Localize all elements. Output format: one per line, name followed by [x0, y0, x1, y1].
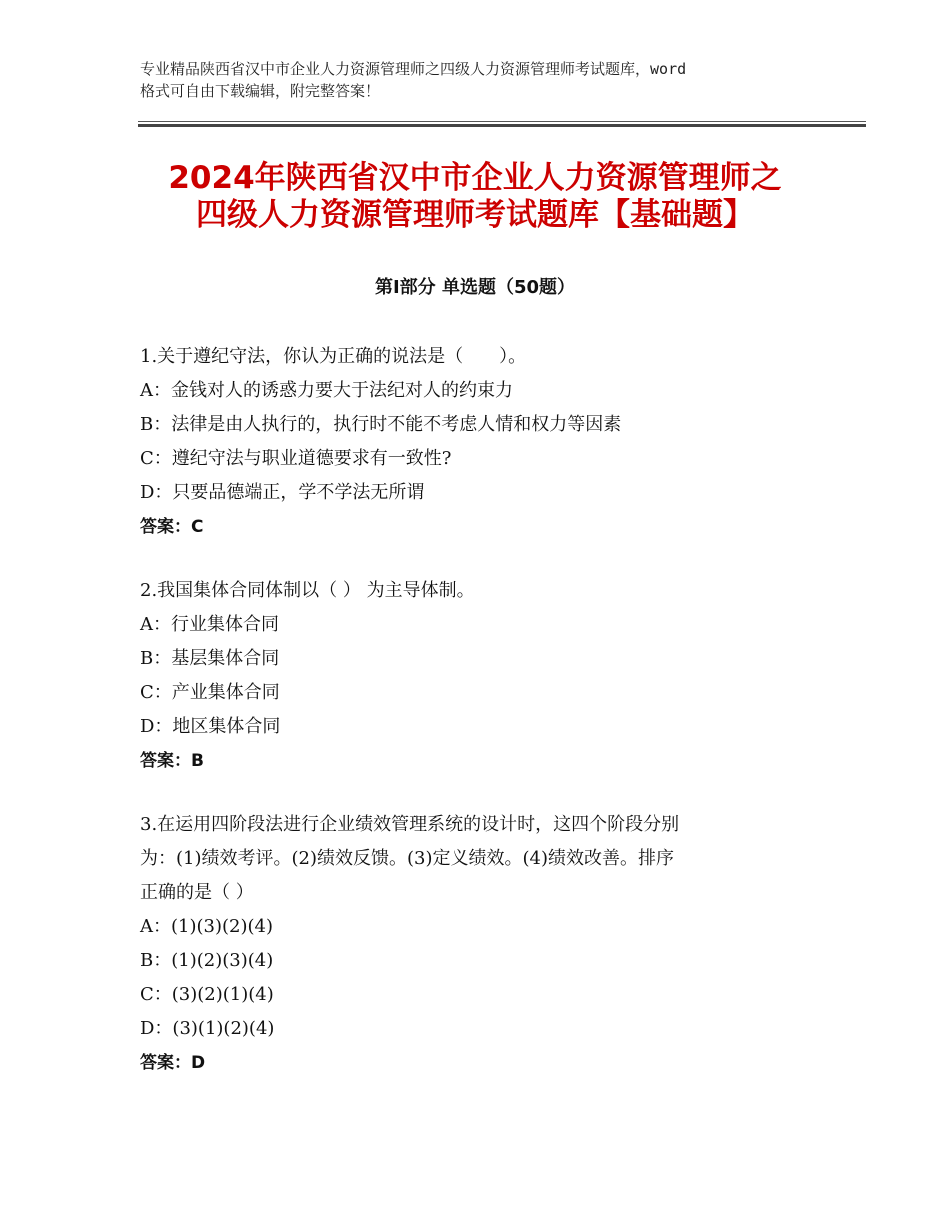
header-divider-thick — [138, 124, 866, 127]
option-c: C：遵纪守法与职业道德要求有一致性? — [140, 448, 452, 469]
option-d: D：只要品德端正，学不学法无所谓 — [140, 482, 425, 503]
question — [140, 574, 810, 778]
option-b: B：法律是由人执行的，执行时不能不考虑人情和权力等因素 — [140, 414, 622, 435]
option-b: B：基层集体合同 — [140, 648, 280, 669]
option-b: B：(1)(2)(3)(4) — [140, 950, 274, 971]
option-c: C：产业集体合同 — [140, 682, 280, 703]
question-stem: 2.我国集体合同体制以（ ） 为主导体制。 — [140, 580, 475, 601]
question-stem: 3.在运用四阶段法进行企业绩效管理系统的设计时，这四个阶段分别 — [140, 814, 680, 835]
option-a: A：行业集体合同 — [140, 614, 279, 635]
question-stem: 为：(1)绩效考评。(2)绩效反馈。(3)定义绩效。(4)绩效改善。排序 — [140, 848, 674, 869]
option-d: D：(3)(1)(2)(4) — [140, 1018, 275, 1039]
option-c: C：(3)(2)(1)(4) — [140, 984, 274, 1005]
question-stem: 正确的是（ ） — [140, 882, 254, 903]
question — [140, 340, 810, 544]
header-note-line: 专业精品陕西省汉中市企业人力资源管理师之四级人力资源管理师考试题库，word — [140, 60, 687, 78]
question-list — [140, 340, 810, 1110]
header-note-line: 格式可自由下载编辑，附完整答案！ — [140, 82, 381, 100]
answer: 答案：B — [140, 751, 204, 771]
section-heading: 第Ⅰ部分 单选题（50题） — [374, 277, 575, 298]
document-title — [100, 160, 850, 234]
header-note — [140, 58, 830, 102]
question-stem: 1.关于遵纪守法，你认为正确的说法是（ ）。 — [140, 346, 527, 367]
option-a: A：(1)(3)(2)(4) — [140, 916, 273, 937]
option-d: D：地区集体合同 — [140, 716, 281, 737]
option-a: A：金钱对人的诱惑力要大于法纪对人的约束力 — [140, 380, 513, 401]
answer: 答案：D — [140, 1053, 206, 1073]
header-divider-thin — [138, 121, 866, 122]
answer: 答案：C — [140, 517, 204, 537]
document-title-line: 2024年陕西省汉中市企业人力资源管理师之 — [168, 160, 782, 196]
question — [140, 808, 810, 1080]
document-title-line: 四级人力资源管理师考试题库【基础题】 — [196, 197, 754, 233]
